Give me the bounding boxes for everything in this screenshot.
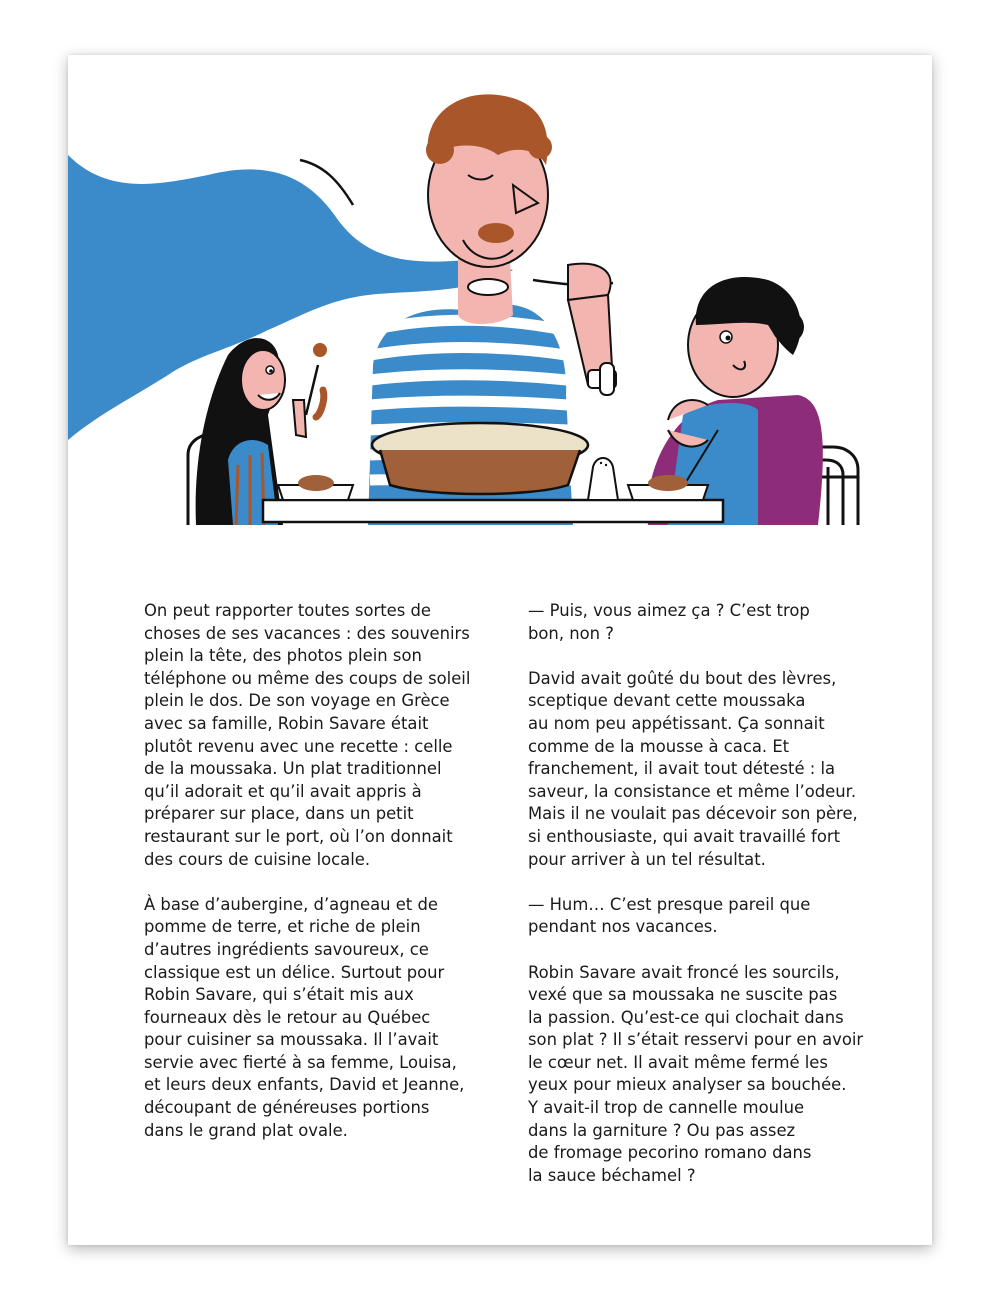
paragraph: Robin Savare avait froncé les sourcils, vexé que sa moussaka ne suscite pas la passion. Qu’est-ce qui clochait dans son plat ? Il s’était resservi pour en avoir le cœur net. Il avait même fermé les yeux pour mieux analyser sa bouchée. Y avait-il trop de cannelle moulue dans la garniture ? Ou pas assez de fromage pecorino romano dans la sauce béchamel ?: [528, 962, 864, 1185]
paragraph: On peut rapporter toutes sortes de choses de ses vacances : des souvenirs plein la tête, des photos plein son téléphone ou même des coups de soleil plein le dos. De son voyage en Grèce avec sa famille, Robin Savare était plutôt revenu avec une recette : celle de la moussaka. Un plat traditionnel qu’il adorait et qu’il avait appris à préparer sur place, dans un petit restaurant sur le port, où l’on donnait des cours de cuisine locale.: [144, 601, 471, 869]
moussaka-dish: [372, 423, 588, 494]
text-column-right: [528, 600, 878, 1187]
paragraph: — Puis, vous aimez ça ? C’est trop bon, non ?: [528, 601, 810, 643]
paragraph: David avait goûté du bout des lèvres, sceptique devant cette moussaka au nom peu appétissant. Ça sonnait comme de la mousse à caca. Et franchement, il avait tout détesté : la saveur, la consistance et même l’odeur. Mais il ne voulait pas décevoir son père, si enthousiaste, qui avait travaillé fort pour arriver à un tel résultat.: [528, 668, 858, 869]
book-page: [68, 55, 932, 1245]
table: [263, 500, 723, 522]
salt-shaker: [588, 458, 618, 500]
paragraph: À base d’aubergine, d’agneau et de pomme de terre, et riche de plein d’autres ingrédients savoureux, ce classique est un délice. Surtout pour Robin Savare, qui s’était mis aux fourneaux dès le retour au Québec pour cuisiner sa moussaka. Il l’avait servie avec fierté à sa femme, Louisa, et leurs deux enfants, David et Jeanne, découpant de généreuses portions dans le grand plat ovale.: [144, 894, 465, 1140]
text-column-left: [144, 600, 494, 1142]
family-dinner-illustration-icon: [68, 55, 932, 535]
left-plate: [278, 475, 353, 500]
paragraph: — Hum… C’est presque pareil que pendant nos vacances.: [528, 894, 811, 937]
